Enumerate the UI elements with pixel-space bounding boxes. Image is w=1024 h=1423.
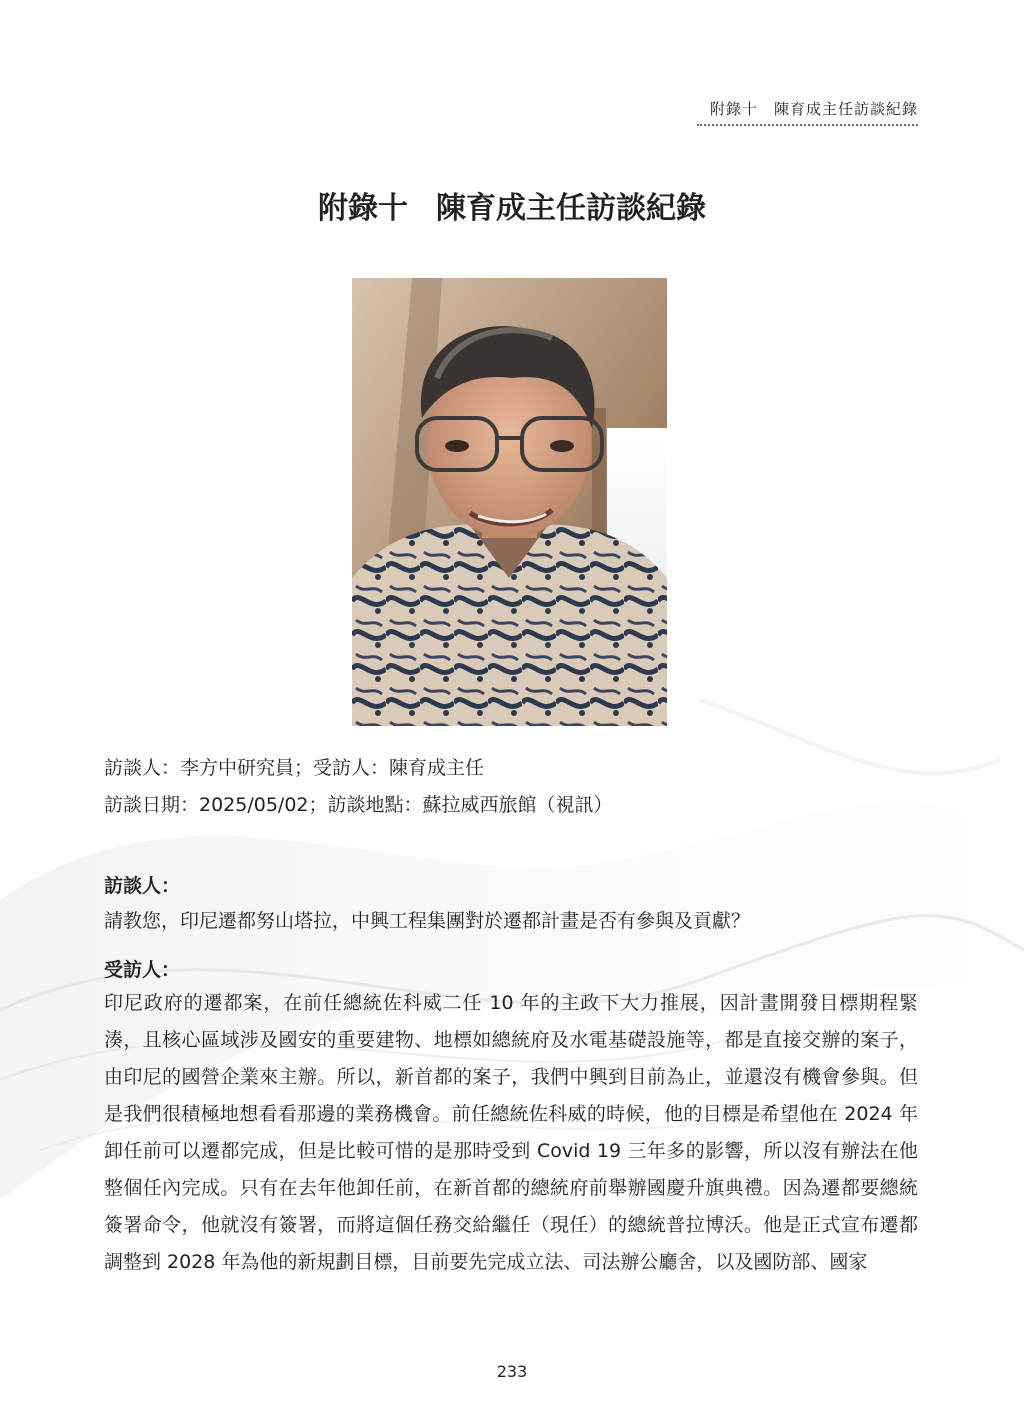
title-name: 陳育成主任訪談紀錄 xyxy=(436,191,706,226)
speaker-label: 訪談人： xyxy=(104,875,181,897)
question-text: 請教您，印尼遷都努山塔拉，中興工程集團對於遷都計畫是否有參與及貢獻？ xyxy=(104,910,751,932)
page-number: 233 xyxy=(496,1362,528,1381)
meta-participants: 訪談人：李方中研究員；受訪人：陳育成主任 xyxy=(104,757,485,779)
running-header: 附錄十 陳育成主任訪談紀錄 xyxy=(709,100,918,118)
qa-interviewee xyxy=(104,955,918,1281)
running-header-rule xyxy=(697,124,918,126)
speaker-label: 受訪人： xyxy=(104,959,181,981)
answer-text: 印尼政府的遷都案，在前任總統佐科威二任 10 年的主政下大力推展，因計畫開發目標期程緊湊，且核心區域涉及國安的重要建物、地標如總統府及水電基礎設施等，都是直接交辦的案子，由印尼的國營企業來主辦。所以，新首都的案子，我們中興到目前為止，並還沒有機會參與。但是我們很積極地想看看那邊的業務機會。前任總統佐科威的時候，他的目標是希望他在 2024 年卸任前可以遷都完成，但是比較可惜的是那時受到 Covid 19 三年多的影響，所以沒有辦法在他整個任內完成。只有在去年他卸任前，在新首都的總統府前舉辦國慶升旗典禮。因為遷都要總統簽署命令，他就沒有簽署，而將這個任務交給繼任（現任）的總統普拉博沃。他是正式宣布遷都調整到 2028 年為他的新規劃目標，目前要先完成立法、司法辦公廳舍，以及國防部、國家 xyxy=(104,992,918,1273)
meta-date-location: 訪談日期：2025/05/02；訪談地點：蘇拉威西旅館（視訊） xyxy=(104,794,613,816)
interviewee-photo xyxy=(352,278,667,726)
interview-meta xyxy=(104,750,613,824)
page-title xyxy=(0,183,1024,227)
qa-interviewer xyxy=(104,869,918,940)
title-prefix: 附錄十 xyxy=(318,191,408,226)
